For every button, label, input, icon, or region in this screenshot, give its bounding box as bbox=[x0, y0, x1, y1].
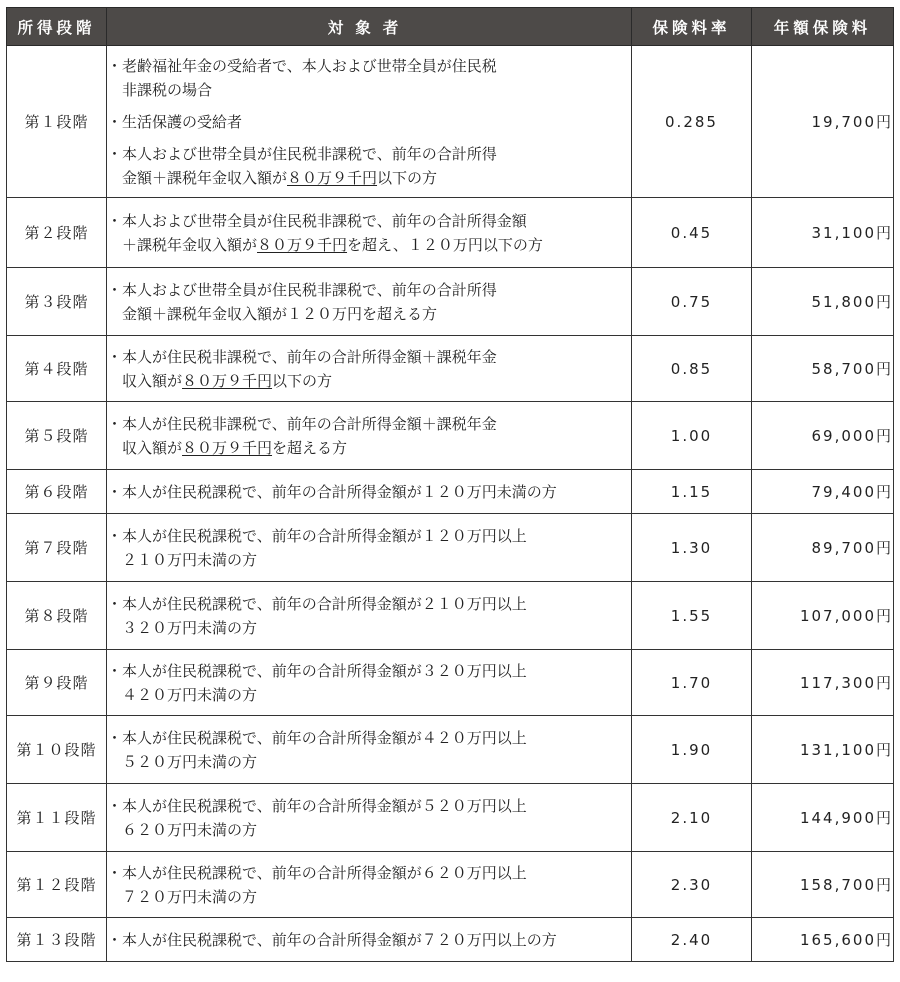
rate-cell: 1.00 bbox=[632, 402, 752, 470]
target-text: 金額＋課税年金収入額が１２０万円を超える方 bbox=[122, 304, 438, 323]
rate-cell: 1.30 bbox=[632, 514, 752, 582]
bullet-mark: ・ bbox=[107, 112, 123, 131]
amount-cell: 165,600円 bbox=[752, 918, 894, 962]
target-text: ３２０万円未満の方 bbox=[122, 618, 258, 637]
target-text: 本人が住民税課税で、前年の合計所得金額が４２０万円以上 bbox=[122, 728, 527, 747]
rate-cell: 1.55 bbox=[632, 582, 752, 650]
target-text: 老齢福祉年金の受給者で、本人および世帯全員が住民税 bbox=[122, 56, 497, 75]
rate-cell: 1.70 bbox=[632, 650, 752, 716]
target-text: 非課税の場合 bbox=[122, 80, 213, 99]
target-text: 収入額が bbox=[122, 371, 183, 390]
stage-cell: 第１段階 bbox=[7, 46, 107, 198]
stage-cell: 第３段階 bbox=[7, 268, 107, 336]
amount-cell: 51,800円 bbox=[752, 268, 894, 336]
stage-cell: 第１２段階 bbox=[7, 852, 107, 918]
stage-cell: 第４段階 bbox=[7, 336, 107, 402]
target-text: 本人が住民税課税で、前年の合計所得金額が１２０万円以上 bbox=[122, 526, 527, 545]
target-text: 本人が住民税課税で、前年の合計所得金額が１２０万円未満の方 bbox=[122, 482, 557, 501]
target-text: を超え、１２０万円以下の方 bbox=[347, 235, 543, 254]
header-row bbox=[7, 8, 894, 46]
rate-cell: 0.285 bbox=[632, 46, 752, 198]
underlined-amount: ８０万９千円 bbox=[287, 168, 378, 187]
amount-cell: 107,000円 bbox=[752, 582, 894, 650]
target-item bbox=[107, 592, 631, 640]
target-item bbox=[107, 412, 631, 460]
table-row bbox=[7, 582, 894, 650]
target-cell bbox=[107, 582, 632, 650]
target-item bbox=[107, 209, 631, 257]
table-row bbox=[7, 784, 894, 852]
rate-cell: 0.45 bbox=[632, 198, 752, 268]
table-row bbox=[7, 198, 894, 268]
header-amount: 年額保険料 bbox=[752, 8, 894, 46]
target-text: 本人および世帯全員が住民税非課税で、前年の合計所得 bbox=[122, 280, 497, 299]
stage-cell: 第１０段階 bbox=[7, 716, 107, 784]
table-row bbox=[7, 918, 894, 962]
target-text: 以下の方 bbox=[272, 371, 333, 390]
amount-cell: 89,700円 bbox=[752, 514, 894, 582]
table-row bbox=[7, 336, 894, 402]
bullet-mark: ・ bbox=[107, 280, 123, 299]
amount-cell: 117,300円 bbox=[752, 650, 894, 716]
target-item bbox=[107, 726, 631, 774]
table-row bbox=[7, 716, 894, 784]
target-item bbox=[107, 345, 631, 393]
header-target: 対象者 bbox=[107, 8, 632, 46]
underlined-amount: ８０万９千円 bbox=[182, 438, 273, 457]
stage-cell: 第５段階 bbox=[7, 402, 107, 470]
table-row bbox=[7, 852, 894, 918]
bullet-mark: ・ bbox=[107, 56, 123, 75]
target-cell bbox=[107, 514, 632, 582]
bullet-mark: ・ bbox=[107, 414, 123, 433]
target-cell bbox=[107, 198, 632, 268]
bullet-mark: ・ bbox=[107, 211, 123, 230]
target-item bbox=[107, 54, 631, 102]
target-cell bbox=[107, 46, 632, 198]
target-text: ２１０万円未満の方 bbox=[122, 550, 258, 569]
stage-cell: 第２段階 bbox=[7, 198, 107, 268]
target-text: ７２０万円未満の方 bbox=[122, 887, 258, 906]
target-item bbox=[107, 110, 631, 134]
target-text: 収入額が bbox=[122, 438, 183, 457]
target-text: を超える方 bbox=[272, 438, 348, 457]
target-text: ６２０万円未満の方 bbox=[122, 820, 258, 839]
bullet-mark: ・ bbox=[107, 482, 123, 501]
bullet-mark: ・ bbox=[107, 594, 123, 613]
target-cell bbox=[107, 716, 632, 784]
table-row bbox=[7, 402, 894, 470]
amount-cell: 58,700円 bbox=[752, 336, 894, 402]
target-text: 本人が住民税課税で、前年の合計所得金額が６２０万円以上 bbox=[122, 863, 527, 882]
table-row bbox=[7, 514, 894, 582]
rate-cell: 2.10 bbox=[632, 784, 752, 852]
target-text: 以下の方 bbox=[377, 168, 438, 187]
bullet-mark: ・ bbox=[107, 661, 123, 680]
target-item bbox=[107, 928, 631, 952]
target-text: 本人が住民税課税で、前年の合計所得金額が７２０万円以上の方 bbox=[122, 930, 557, 949]
target-text: 金額＋課税年金収入額が bbox=[122, 168, 288, 187]
bullet-mark: ・ bbox=[107, 728, 123, 747]
target-cell bbox=[107, 650, 632, 716]
target-item bbox=[107, 794, 631, 842]
amount-cell: 158,700円 bbox=[752, 852, 894, 918]
target-text: 本人および世帯全員が住民税非課税で、前年の合計所得 bbox=[122, 144, 497, 163]
target-cell bbox=[107, 852, 632, 918]
rate-cell: 1.90 bbox=[632, 716, 752, 784]
amount-cell: 31,100円 bbox=[752, 198, 894, 268]
header-stage: 所得段階 bbox=[7, 8, 107, 46]
target-text: ５２０万円未満の方 bbox=[122, 752, 258, 771]
amount-cell: 19,700円 bbox=[752, 46, 894, 198]
underlined-amount: ８０万９千円 bbox=[257, 235, 348, 254]
target-item bbox=[107, 524, 631, 572]
target-text: 本人および世帯全員が住民税非課税で、前年の合計所得金額 bbox=[122, 211, 527, 230]
target-text: ＋課税年金収入額が bbox=[122, 235, 258, 254]
stage-cell: 第９段階 bbox=[7, 650, 107, 716]
target-text: 本人が住民税課税で、前年の合計所得金額が３２０万円以上 bbox=[122, 661, 527, 680]
bullet-mark: ・ bbox=[107, 144, 123, 163]
target-cell bbox=[107, 470, 632, 514]
target-text: 本人が住民税課税で、前年の合計所得金額が５２０万円以上 bbox=[122, 796, 527, 815]
target-cell bbox=[107, 918, 632, 962]
rate-cell: 2.30 bbox=[632, 852, 752, 918]
bullet-mark: ・ bbox=[107, 796, 123, 815]
underlined-amount: ８０万９千円 bbox=[182, 371, 273, 390]
rate-cell: 0.75 bbox=[632, 268, 752, 336]
target-cell bbox=[107, 402, 632, 470]
target-item bbox=[107, 659, 631, 707]
target-cell bbox=[107, 336, 632, 402]
table-row bbox=[7, 268, 894, 336]
table-row bbox=[7, 46, 894, 198]
stage-cell: 第８段階 bbox=[7, 582, 107, 650]
rate-cell: 2.40 bbox=[632, 918, 752, 962]
stage-cell: 第１３段階 bbox=[7, 918, 107, 962]
bullet-mark: ・ bbox=[107, 347, 123, 366]
target-text: 本人が住民税非課税で、前年の合計所得金額＋課税年金 bbox=[122, 347, 497, 366]
premium-table bbox=[6, 7, 894, 962]
target-cell bbox=[107, 784, 632, 852]
target-item bbox=[107, 142, 631, 190]
target-cell bbox=[107, 268, 632, 336]
stage-cell: 第１１段階 bbox=[7, 784, 107, 852]
bullet-mark: ・ bbox=[107, 930, 123, 949]
header-rate: 保険料率 bbox=[632, 8, 752, 46]
amount-cell: 79,400円 bbox=[752, 470, 894, 514]
stage-cell: 第６段階 bbox=[7, 470, 107, 514]
rate-cell: 0.85 bbox=[632, 336, 752, 402]
target-text: 生活保護の受給者 bbox=[122, 112, 243, 131]
amount-cell: 69,000円 bbox=[752, 402, 894, 470]
target-item bbox=[107, 861, 631, 909]
target-text: 本人が住民税課税で、前年の合計所得金額が２１０万円以上 bbox=[122, 594, 527, 613]
amount-cell: 131,100円 bbox=[752, 716, 894, 784]
target-text: ４２０万円未満の方 bbox=[122, 685, 258, 704]
table-row bbox=[7, 650, 894, 716]
target-item bbox=[107, 278, 631, 326]
bullet-mark: ・ bbox=[107, 526, 123, 545]
rate-cell: 1.15 bbox=[632, 470, 752, 514]
bullet-mark: ・ bbox=[107, 863, 123, 882]
target-text: 本人が住民税非課税で、前年の合計所得金額＋課税年金 bbox=[122, 414, 497, 433]
table-row bbox=[7, 470, 894, 514]
target-item bbox=[107, 480, 631, 504]
amount-cell: 144,900円 bbox=[752, 784, 894, 852]
stage-cell: 第７段階 bbox=[7, 514, 107, 582]
